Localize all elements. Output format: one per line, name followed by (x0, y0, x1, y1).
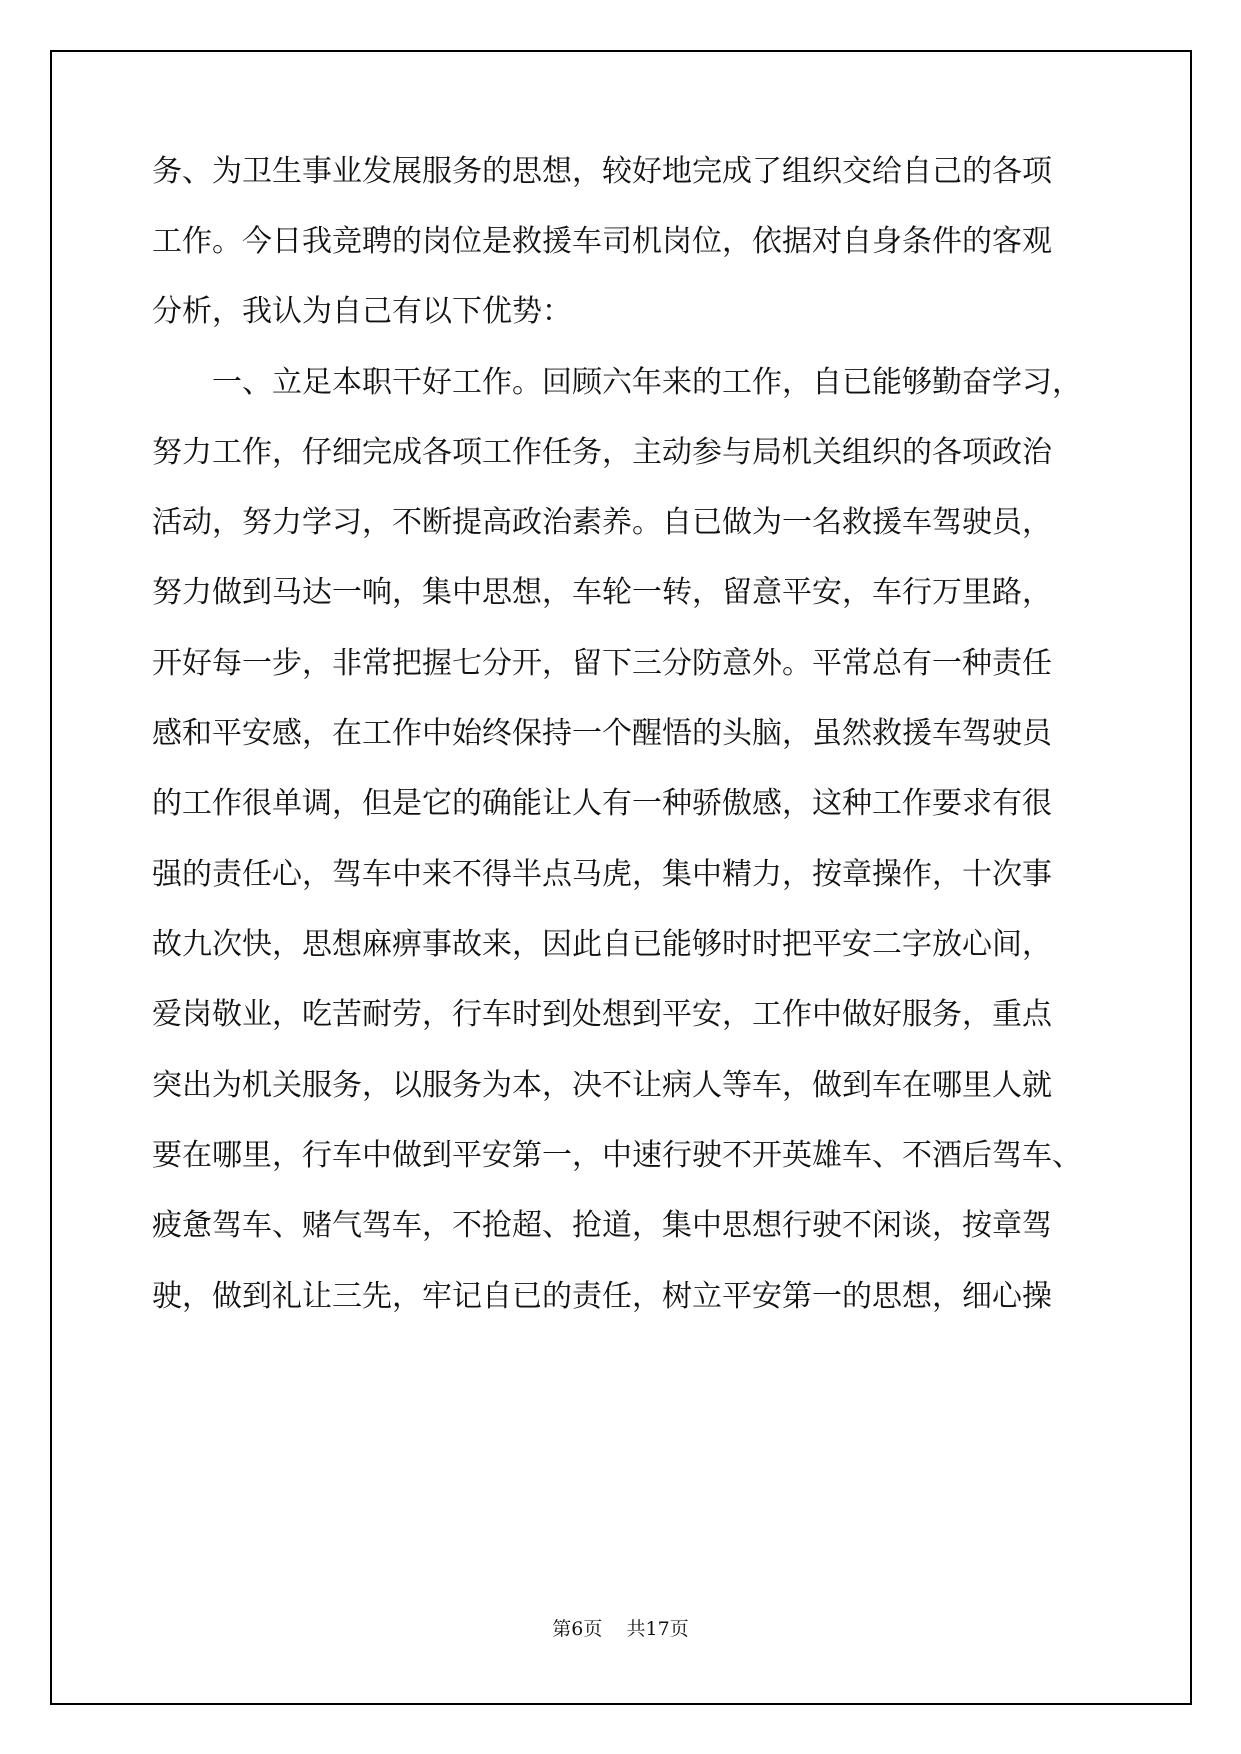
text-line: 驶，做到礼让三先，牢记自已的责任，树立平安第一的思想，细心操 (152, 1279, 1052, 1314)
text-line: 努力做到马达一响，集中思想，车轮一转，留意平安，车行万里路， (152, 575, 1052, 610)
text-line: 一、立足本职干好工作。回顾六年来的工作，自已能够勤奋学习， (152, 365, 1082, 400)
text-line: 活动，努力学习，不断提高政治素养。自已做为一名救援车驾驶员， (152, 505, 1052, 540)
text-line: 的工作很单调，但是它的确能让人有一种骄傲感，这种工作要求有很 (152, 786, 1052, 821)
text-line: 努力工作，仔细完成各项工作任务，主动参与局机关组织的各项政治 (152, 435, 1052, 470)
text-line: 疲惫驾车、赌气驾车，不抢超、抢道，集中思想行驶不闲谈，按章驾 (152, 1208, 1052, 1243)
text-line: 突出为机关服务，以服务为本，决不让病人等车，做到车在哪里人就 (152, 1068, 1052, 1103)
text-line: 要在哪里，行车中做到平安第一，中速行驶不开英雄车、不酒后驾车、 (152, 1138, 1082, 1173)
text-line: 爱岗敬业，吃苦耐劳，行车时到处想到平安，工作中做好服务，重点 (152, 997, 1052, 1032)
text-line: 工作。今日我竞聘的岗位是救援车司机岗位，依据对自身条件的客观 (152, 224, 1052, 259)
page-number-footer: 第6页 共17页 (552, 1618, 689, 1640)
text-line: 开好每一步，非常把握七分开，留下三分防意外。平常总有一种责任 (152, 646, 1052, 681)
text-line: 故九次快，思想麻痹事故来，因此自已能够时时把平安二字放心间， (152, 927, 1052, 962)
text-line: 务、为卫生事业发展服务的思想，较好地完成了组织交给自己的各项 (152, 154, 1052, 189)
text-line: 感和平安感，在工作中始终保持一个醒悟的头脑，虽然救援车驾驶员 (152, 716, 1052, 751)
text-line: 强的责任心，驾车中来不得半点马虎，集中精力，按章操作，十次事 (152, 857, 1052, 892)
text-line: 分析，我认为自己有以下优势： (152, 294, 572, 329)
